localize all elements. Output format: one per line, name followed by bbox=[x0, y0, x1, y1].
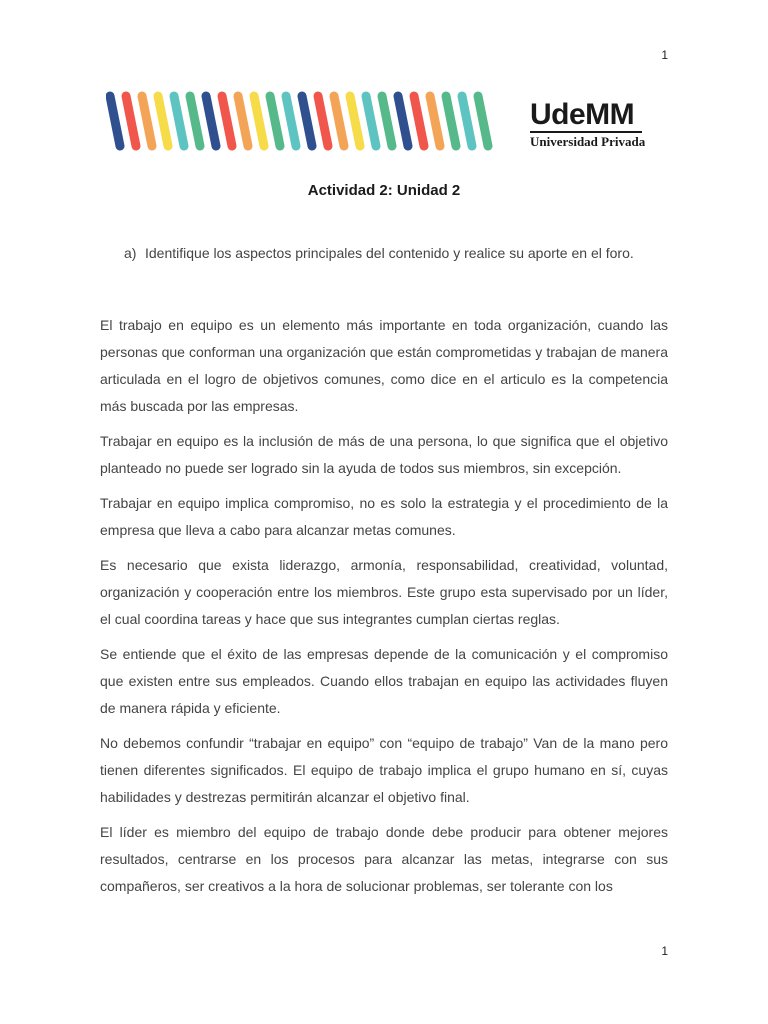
logo-stripe bbox=[142, 96, 152, 146]
logo-stripe bbox=[254, 96, 264, 146]
logo-stripe bbox=[462, 96, 472, 146]
logo-stripe bbox=[190, 96, 200, 146]
logo-stripe bbox=[382, 96, 392, 146]
logo-stripe bbox=[446, 96, 456, 146]
logo-stripe bbox=[174, 96, 184, 146]
paragraph-2: Trabajar en equipo es la inclusión de más de una persona, lo que significa que el objetivo planteado no puede ser logrado sin la ayuda de todos sus miembros, sin excepción. bbox=[100, 433, 668, 476]
task-text: Identifique los aspectos principales del contenido y realice su aporte en el foro. bbox=[145, 245, 634, 261]
logo-stripe bbox=[414, 96, 424, 146]
task-item bbox=[124, 244, 644, 263]
logo-stripe bbox=[270, 96, 280, 146]
logo-stripe bbox=[478, 96, 488, 146]
logo-stripe bbox=[158, 96, 168, 146]
logo-stripe bbox=[238, 96, 248, 146]
logo-stripe bbox=[366, 96, 376, 146]
logo-stripe bbox=[222, 96, 232, 146]
document-body bbox=[100, 312, 668, 908]
logo-subtitle: Universidad Privada bbox=[530, 134, 646, 149]
udemm-logo bbox=[530, 100, 645, 149]
paragraph-7: El líder es miembro del equipo de trabajo donde debe producir para obtener mejores resultados, centrarse en los procesos para alcanzar las metas, integrarse con sus compañeros, ser creativos a la hora de solucionar problemas, ser tolerante con los bbox=[100, 824, 668, 894]
logo-stripe bbox=[286, 96, 296, 146]
paragraph-4: Es necesario que exista liderazgo, armonía, responsabilidad, creatividad, voluntad, organización y cooperación entre los miembros. Este grupo esta supervisado por un líder, el cual coordina tareas y hace que sus integrantes cumplan ciertas reglas. bbox=[100, 557, 668, 627]
logo-stripe bbox=[398, 96, 408, 146]
document-header bbox=[106, 88, 646, 154]
logo-name: UdeMM bbox=[530, 98, 635, 131]
logo-stripe bbox=[126, 96, 136, 146]
logo-stripe bbox=[350, 96, 360, 146]
logo-stripes-graphic bbox=[106, 88, 506, 154]
logo-stripe bbox=[334, 96, 344, 146]
page-number-top: 1 bbox=[661, 48, 668, 62]
task-marker: a) bbox=[124, 245, 137, 261]
paragraph-5: Se entiende que el éxito de las empresas depende de la comunicación y el compromiso que existen entre sus empleados. Cuando ellos trabajan en equipo las actividades fluyen de manera rápida y eficiente. bbox=[100, 646, 668, 716]
paragraph-3: Trabajar en equipo implica compromiso, no es solo la estrategia y el procedimiento de la empresa que lleva a cabo para alcanzar metas comunes. bbox=[100, 495, 668, 538]
logo-stripe bbox=[206, 96, 216, 146]
page-number-bottom: 1 bbox=[661, 944, 668, 958]
logo-stripe bbox=[318, 96, 328, 146]
logo-underline bbox=[530, 131, 642, 133]
paragraph-1: El trabajo en equipo es un elemento más importante en toda organización, cuando las personas que conforman una organización que están comprometidas y trabajan de manera articulada en el logro de objetivos comunes, como dice en el articulo es la competencia más buscada por las empresas. bbox=[100, 317, 668, 414]
document-title: Actividad 2: Unidad 2 bbox=[307, 182, 461, 199]
paragraph-6: No debemos confundir “trabajar en equipo” con “equipo de trabajo” Van de la mano pero tienen diferentes significados. El equipo de trabajo implica el grupo humano en sí, cuyas habilidades y destrezas permitirán alcanzar el objetivo final. bbox=[100, 735, 668, 805]
logo-stripe bbox=[430, 96, 440, 146]
logo-stripe bbox=[302, 96, 312, 146]
logo-stripe bbox=[110, 96, 120, 146]
